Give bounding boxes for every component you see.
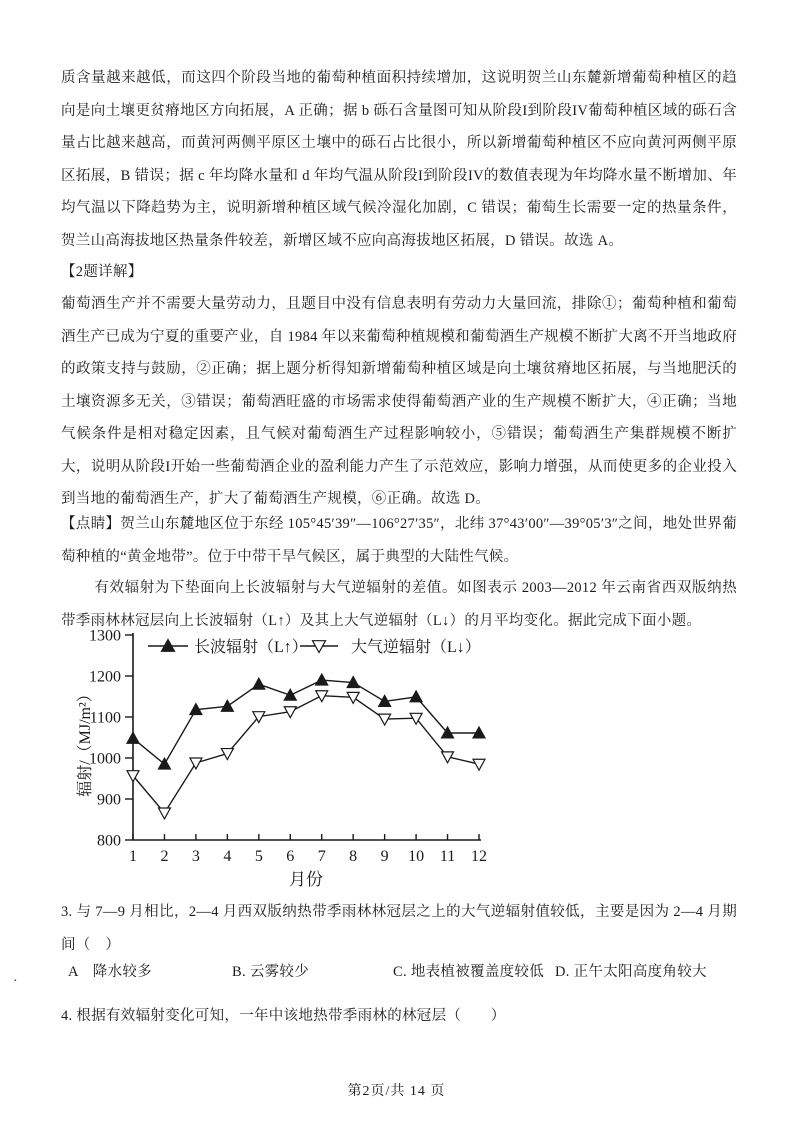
question-intro-paragraph: 有效辐射为下垫面向上长波辐射与大气逆辐射的差值。如图表示 2003—2012 年云南省西双版纳热带季雨林林冠层向上长波辐射（L↑）及其上大气逆辐射（L↓）的月平均变化。据此完成下面小题。 xyxy=(61,580,737,629)
svg-text:6: 6 xyxy=(286,848,295,865)
question-3-text: 3. 与 7—9 月相比，2—4 月西双版纳热带季雨林林冠层之上的大气逆辐射值较低，主要是因为 2—4 月期间（ ） xyxy=(61,904,737,953)
stray-dot-mark: · xyxy=(13,974,18,989)
svg-text:8: 8 xyxy=(349,848,358,865)
svg-text:7: 7 xyxy=(317,848,326,865)
svg-text:1300: 1300 xyxy=(89,628,121,645)
key-point-paragraph: 【点睛】贺兰山东麓地区位于东经 105°45′39″—106°27′35″，北纬 37°43′00″—39°05′3″之间，地处世界葡萄种植的“黄金地带”。位于中带干旱气候区，属于典型的大陆性气候。 xyxy=(61,516,737,565)
svg-text:800: 800 xyxy=(97,832,121,850)
option-d: D. 正午太阳高度角较大 xyxy=(555,964,707,980)
question-4-text: 4. 根据有效辐射变化可知，一年中该地热带季雨林的林冠层（ ） xyxy=(61,1008,506,1024)
svg-text:辐射/（MJ/m²）: 辐射/（MJ/m²） xyxy=(77,686,94,797)
option-c: C. 地表植被覆盖度较低 xyxy=(393,964,545,980)
section-heading-q2-analysis: 【2题详解】 xyxy=(61,264,143,280)
svg-text:11: 11 xyxy=(439,848,456,865)
svg-text:900: 900 xyxy=(97,791,121,809)
svg-text:1000: 1000 xyxy=(89,750,121,768)
option-b: B. 云雾较少 xyxy=(232,964,310,980)
svg-text:长波辐射（L↑）: 长波辐射（L↑） xyxy=(194,639,308,656)
radiation-line-chart xyxy=(63,628,513,890)
svg-text:10: 10 xyxy=(408,848,425,865)
svg-text:1100: 1100 xyxy=(89,709,121,727)
answer-analysis-paragraph-1: 质含量越来越低，而这四个阶段当地的葡萄种植面积持续增加，这说明贺兰山东麓新增葡萄种植区的趋向是向土壤更贫瘠地区方向拓展，A 正确；据 b 砾石含量图可知从阶段I到阶段IV葡萄种植区域的砾石含量占比越来越高，而黄河两侧平原区土壤中的砾石占比很小，所以新增葡萄种植区不应向黄河两侧平原区拓展，B 错误；据 c 年均降水量和 d 年均气温从阶段I到阶段IV的数值表现为年均降水量不断增加、年均气温以下降趋势为主，说明新增种植区域气候冷湿化加剧，C 错误；葡萄生长需要一定的热量条件，贺兰山高海拔地区热量条件较差，新增区域不应向高海拔地区拓展，D 错误。故选 A。 xyxy=(61,70,737,249)
chart-canvas xyxy=(63,628,513,890)
svg-text:12: 12 xyxy=(471,848,487,865)
svg-text:2: 2 xyxy=(160,848,169,865)
svg-text:3: 3 xyxy=(191,848,200,865)
svg-text:大气逆辐射（L↓）: 大气逆辐射（L↓） xyxy=(351,639,481,656)
page-number-footer: 第2页/共 14 页 xyxy=(347,1084,446,1099)
svg-text:月份: 月份 xyxy=(289,870,323,889)
svg-text:5: 5 xyxy=(254,848,263,865)
question-3-options xyxy=(61,960,737,984)
svg-text:1200: 1200 xyxy=(89,668,121,686)
answer-analysis-paragraph-2: 葡萄酒生产并不需要大量劳动力，且题目中没有信息表明有劳动力大量回流，排除①；葡萄种植和葡萄酒生产已成为宁夏的重要产业，自 1984 年以来葡萄种植规模和葡萄酒生产规模不断扩大离不开当地政府的政策支持与鼓励，②正确；据上题分析得知新增葡萄种植区域是向土壤贫瘠地区拓展，与当地肥沃的土壤资源多无关，③错误；葡萄酒旺盛的市场需求使得葡萄酒产业的生产规模不断扩大，④正确；当地气候条件是相对稳定因素，且气候对葡萄酒生产过程影响较小，⑤错误；葡萄酒生产集群规模不断扩大，说明从阶段I开始一些葡萄酒企业的盈利能力产生了示范效应，影响力增强，从而使更多的企业投入到当地的葡萄酒生产，扩大了葡萄酒生产规模，⑥正确。故选 D。 xyxy=(61,296,737,507)
option-a: A 降水较多 xyxy=(68,964,152,980)
svg-text:9: 9 xyxy=(380,848,389,865)
svg-text:1: 1 xyxy=(129,848,137,865)
svg-text:4: 4 xyxy=(223,848,232,865)
